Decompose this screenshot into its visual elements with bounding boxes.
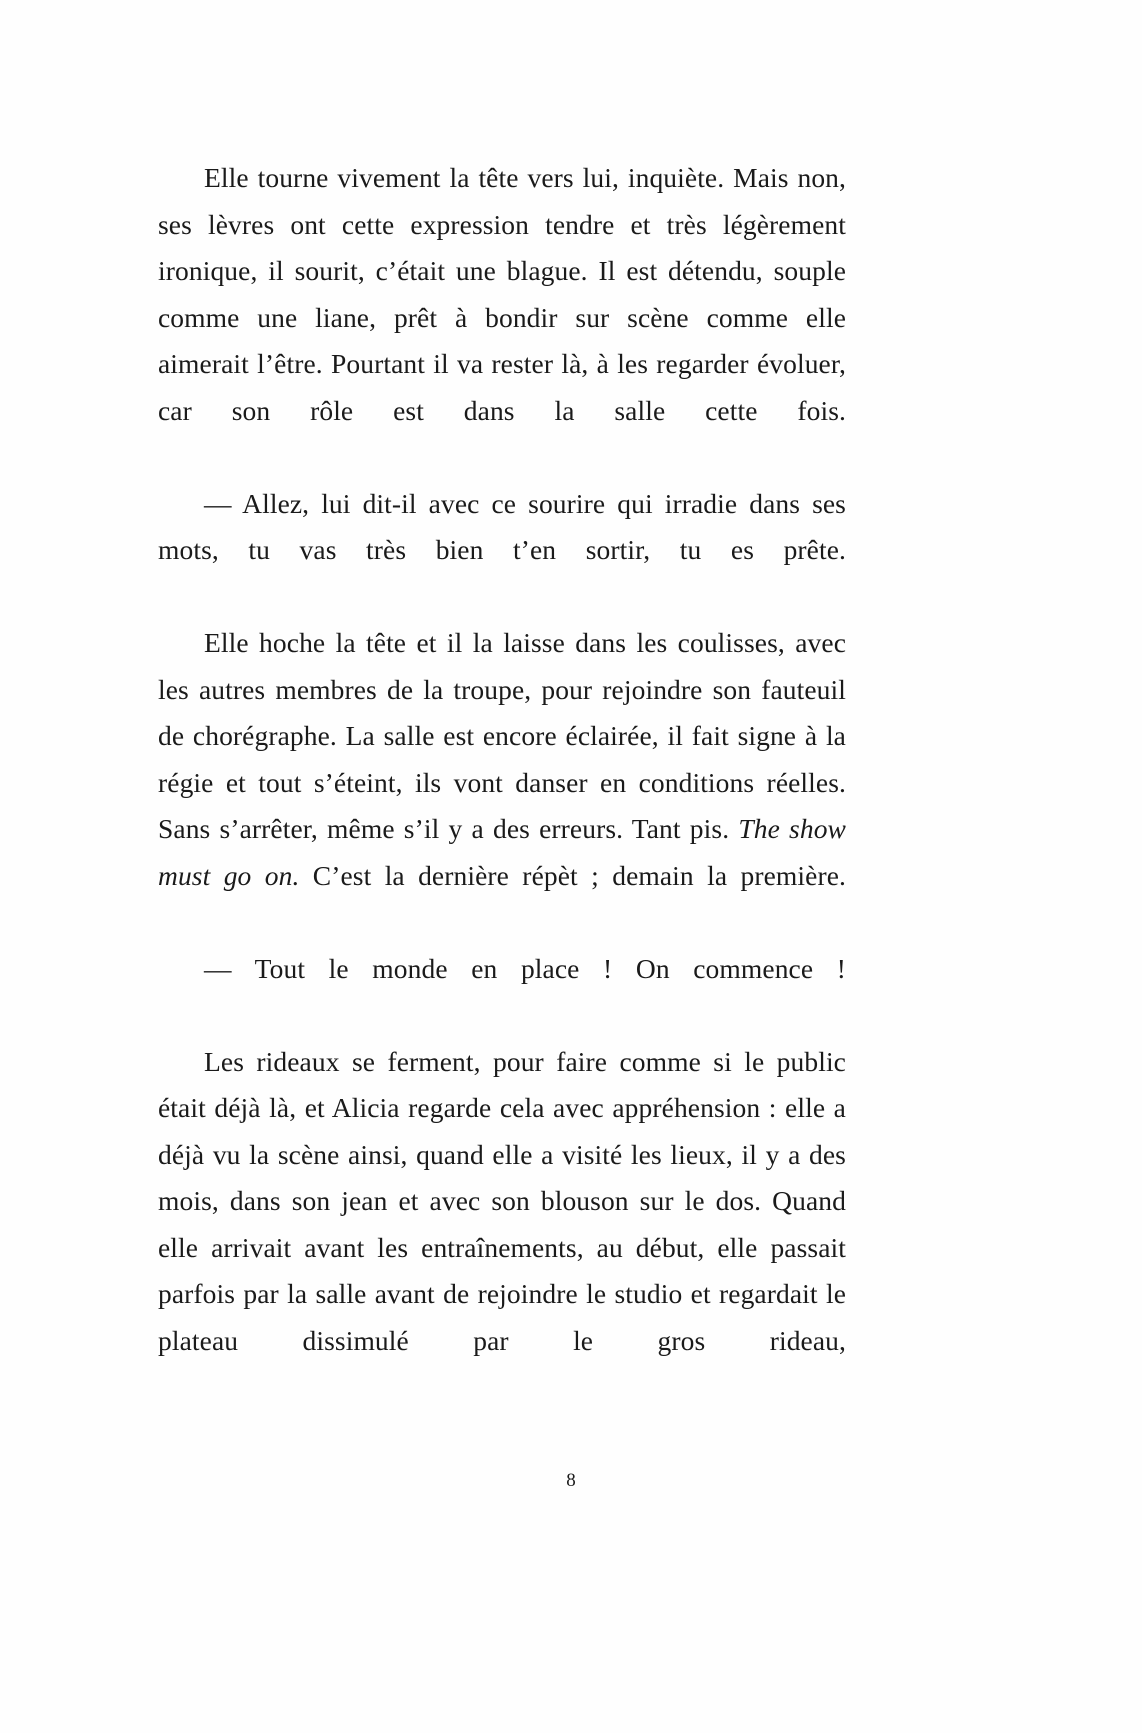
paragraph-3-text-after-italic: C’est la dernière répèt ; demain la première. [299,859,846,891]
paragraph-1: Elle tourne vivement la tête vers lui, inquiète. Mais non, ses lèvres ont cette expression tendre et très légèrement ironique, il sourit, c’était une blague. Il est détendu, souple comme une liane, prêt à bondir sur scène comme elle aimerait l’être. Pourtant il va rester là, à les regarder évoluer, car son rôle est dans la salle cette fois. [158,162,846,426]
paragraph-2-dialogue: — Allez, lui dit-il avec ce sourire qui irradie dans ses mots, tu vas très bien t’en sortir, tu es prête. [158,487,846,565]
paragraph-5: Les rideaux se ferment, pour faire comme si le public était déjà là, et Alicia regarde cela avec appréhension : elle a déjà vu la scène ainsi, quand elle a visité les lieux, il y a des mois, dans son jean et avec son blouson sur le dos. Quand elle arrivait avant les entraînements, au début, elle passait parfois par la salle avant de rejoindre le studio et regardait le plateau dissimulé par le gros rideau, [158,1045,846,1356]
page-folio: 8 [566,1470,576,1491]
paragraph-3-text-before-italic: Elle hoche la tête et il la laisse dans les coulisses, avec les autres membres de la troupe, pour rejoindre son fauteuil de chorégraphe. La salle est encore éclairée, il fait signe à la régie et tout s’éteint, ils vont danser en conditions réelles. Sans s’arrêter, même s’il y a des erreurs. Tant pis. [158,627,846,844]
paragraph-3-italic-phrase: The show must go on. [158,813,846,891]
paragraph-4-dialogue: — Tout le monde en place ! On commence ! [204,952,846,984]
paragraph-3 [158,620,846,946]
page-text-block [158,155,846,1411]
